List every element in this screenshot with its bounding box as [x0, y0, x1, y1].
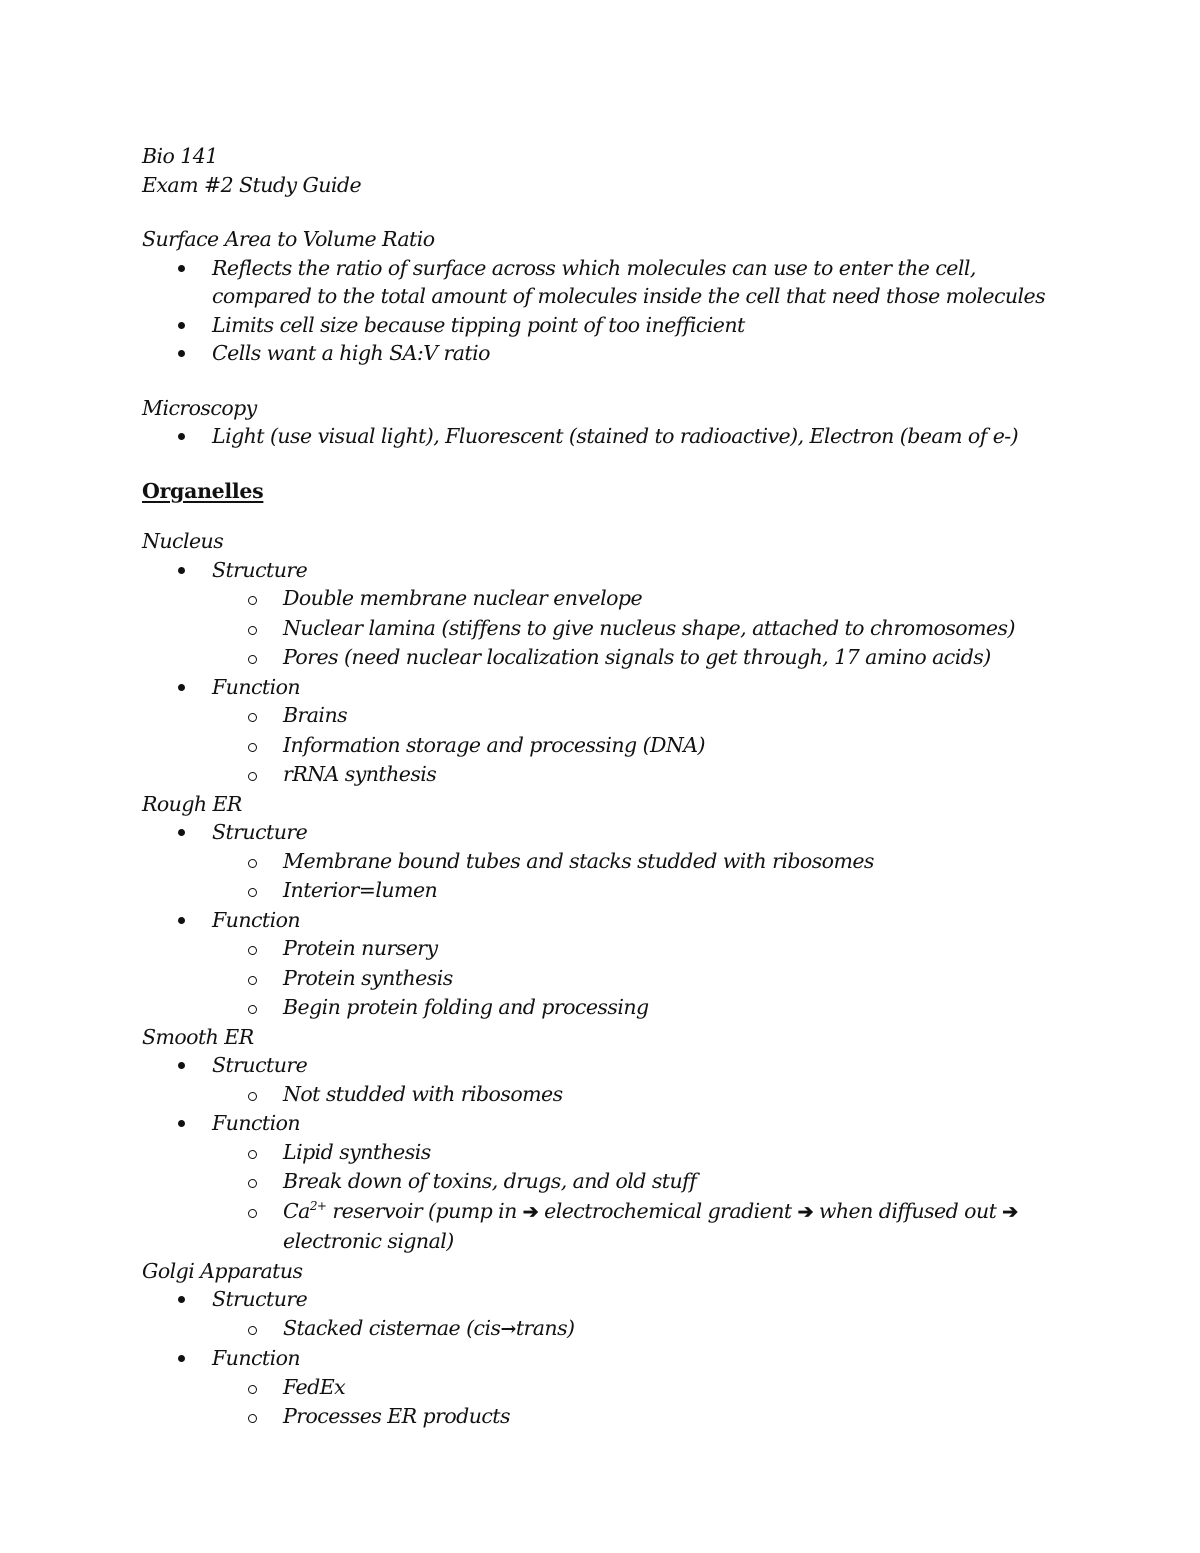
calcium-charge: 2+ — [309, 1198, 327, 1213]
function-label: Function — [212, 1109, 1072, 1138]
sub-list — [212, 1373, 1072, 1432]
spacer — [142, 368, 1072, 394]
list-item: Brains — [212, 701, 1072, 731]
structure-label: Structure — [212, 818, 1072, 847]
document-page — [142, 142, 1072, 1432]
spacer — [142, 451, 1072, 477]
bullet-text: Light (use visual light), Fluorescent (stained to radioactive), Electron (beam of e-) — [212, 422, 1072, 451]
calcium-text-2: electrochemical gradient — [538, 1198, 798, 1223]
cisternae-text-2: trans) — [515, 1315, 575, 1340]
sav-bullets — [142, 254, 1072, 368]
sub-list — [212, 584, 1072, 673]
document-title: Exam #2 Study Guide — [142, 172, 362, 197]
bullet-text: Limits cell size because tipping point of too inefficient — [212, 311, 1072, 340]
list-item: Interior=lumen — [212, 876, 1072, 906]
list-item — [142, 556, 1072, 673]
nucleus-list — [142, 556, 1072, 790]
list-item — [142, 1051, 1072, 1109]
arrow-right-icon: ➔ — [797, 1200, 813, 1223]
list-item: Lipid synthesis — [212, 1138, 1072, 1168]
calcium-text-3: when diffused out — [812, 1198, 1003, 1223]
list-item: Pores (need nuclear localization signals to get through, 17 amino acids) — [212, 643, 1072, 673]
list-item — [142, 1285, 1072, 1344]
sub-list — [212, 701, 1072, 790]
sub-list — [212, 1080, 1072, 1110]
golgi-list — [142, 1285, 1072, 1432]
smooth-er-list — [142, 1051, 1072, 1257]
spacer — [142, 505, 1072, 527]
sub-list — [212, 1314, 1072, 1345]
sub-list — [212, 934, 1072, 1023]
calcium-symbol: Ca — [283, 1198, 310, 1223]
microscopy-bullets — [142, 422, 1072, 451]
list-item: Membrane bound tubes and stacks studded with ribosomes — [212, 847, 1072, 877]
nucleus-heading: Nucleus — [142, 529, 224, 553]
list-item: Information storage and processing (DNA) — [212, 731, 1072, 761]
list-item — [142, 818, 1072, 906]
course-name: Bio 141 — [142, 144, 218, 168]
bullet-text: Reflects the ratio of surface across which molecules can use to enter the cell, compared to the total amount of molecules inside the cell that need those molecules — [212, 254, 1072, 311]
structure-label: Structure — [212, 1285, 1072, 1314]
organelles-heading: Organelles — [142, 478, 264, 503]
bullet-text: Cells want a high SA:V ratio — [212, 339, 1072, 368]
list-item — [142, 906, 1072, 1023]
rough-er-list — [142, 818, 1072, 1023]
list-item: Double membrane nuclear envelope — [212, 584, 1072, 614]
list-item — [142, 673, 1072, 790]
sav-heading: Surface Area to Volume Ratio — [142, 227, 435, 251]
function-label: Function — [212, 906, 1072, 935]
list-item: Begin protein folding and processing — [212, 993, 1072, 1023]
list-item: Protein nursery — [212, 934, 1072, 964]
structure-label: Structure — [212, 556, 1072, 585]
list-item: FedEx — [212, 1373, 1072, 1403]
list-item: Processes ER products — [212, 1402, 1072, 1432]
sub-list — [212, 1138, 1072, 1257]
calcium-text-1: reservoir (pump in — [326, 1198, 523, 1223]
spacer — [142, 199, 1072, 225]
arrow-right-icon: ➔ — [522, 1200, 539, 1223]
smooth-er-heading: Smooth ER — [142, 1024, 254, 1049]
list-item — [142, 339, 1072, 368]
list-item — [142, 311, 1072, 340]
list-item — [142, 254, 1072, 311]
structure-label: Structure — [212, 1051, 1072, 1080]
rough-er-heading: Rough ER — [142, 791, 242, 816]
list-item — [142, 1109, 1072, 1257]
list-item — [142, 422, 1072, 451]
microscopy-heading: Microscopy — [142, 395, 257, 420]
list-item — [142, 1344, 1072, 1432]
list-item: rRNA synthesis — [212, 760, 1072, 790]
calcium-text-4: electronic signal) — [283, 1229, 454, 1253]
list-item: Not studded with ribosomes — [212, 1080, 1072, 1110]
calcium-reservoir-item — [212, 1197, 1043, 1257]
cisternae-item — [212, 1314, 1072, 1345]
cisternae-text-1: Stacked cisternae (cis — [283, 1315, 501, 1340]
list-item: Nuclear lamina (stiffens to give nucleus shape, attached to chromosomes) — [212, 614, 1072, 644]
function-label: Function — [212, 1344, 1072, 1373]
function-label: Function — [212, 673, 1072, 702]
sub-list — [212, 847, 1072, 906]
arrow-right-icon: → — [500, 1317, 516, 1340]
list-item: Protein synthesis — [212, 964, 1072, 994]
arrow-right-icon: ➔ — [1002, 1200, 1018, 1223]
list-item: Break down of toxins, drugs, and old stuff — [212, 1167, 1072, 1197]
golgi-heading: Golgi Apparatus — [142, 1258, 303, 1283]
